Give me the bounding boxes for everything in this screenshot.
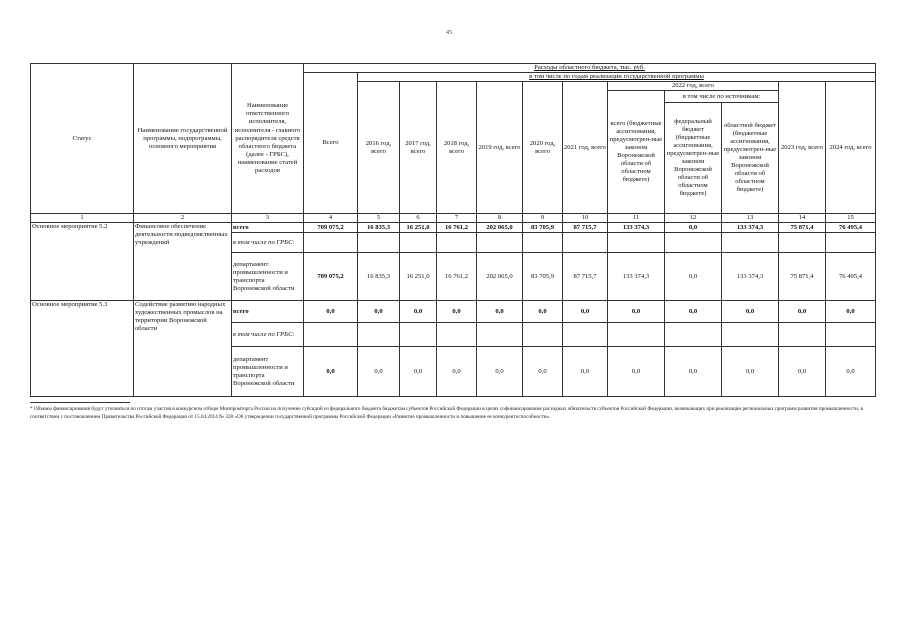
value-cell: 0,0 [779, 347, 826, 397]
col-number: 7 [437, 214, 477, 223]
row-label-grbs: в том числе по ГРБС: [232, 233, 304, 253]
value-cell: 16 761,2 [437, 223, 477, 233]
value-cell: 16 761,2 [437, 253, 477, 301]
value-cell: 0,0 [665, 223, 722, 233]
header-2021: 2021 год, всего [563, 82, 608, 214]
header-2022-sources [665, 91, 779, 214]
value-cell: 16 835,3 [358, 253, 400, 301]
value-cell: 0,0 [523, 301, 563, 323]
header-program-name: Наименование государственной программы, подпрограммы, основного мероприятия [134, 64, 232, 214]
col-number: 14 [779, 214, 826, 223]
header-expenses-title: Расходы областного бюджета, тыс. руб. [304, 64, 876, 73]
value-cell: 0,0 [665, 347, 722, 397]
value-cell: 76 495,4 [826, 253, 876, 301]
col-number: 11 [608, 214, 665, 223]
value-cell: 87 715,7 [563, 253, 608, 301]
col-number: 10 [563, 214, 608, 223]
value-cell: 133 374,3 [608, 223, 665, 233]
value-cell: 16 835,3 [358, 223, 400, 233]
row-label-total: всего [232, 301, 304, 323]
row-label-department: департамент промышленности и транспорта Воронежской области [232, 347, 304, 397]
col-number: 8 [477, 214, 523, 223]
value-cell: 75 871,4 [779, 223, 826, 233]
footnote-separator [30, 402, 130, 403]
value-cell: 87 715,7 [563, 223, 608, 233]
header-2020: 2020 год, всего [523, 82, 563, 214]
header-total: Всего [304, 73, 358, 214]
value-cell: 75 871,4 [779, 253, 826, 301]
col-number: 4 [304, 214, 358, 223]
value-cell: 0,0 [358, 301, 400, 323]
header-2023: 2023 год, всего [779, 82, 826, 214]
header-2019: 2019 год, всего [477, 82, 523, 214]
value-cell: 16 251,0 [400, 253, 437, 301]
header-executor: Наименование ответственного исполнителя, исполнителя - главного распорядителя средств областного бюджета (далее - ГРБС), наименование статей расходов [232, 64, 304, 214]
value-cell: 0,0 [722, 347, 779, 397]
column-numbers-row [31, 214, 876, 223]
table-row [31, 223, 876, 233]
header-2018: 2018 год, всего [437, 82, 477, 214]
status-cell: Основное мероприятие 5.2 [31, 223, 134, 301]
header-2016: 2016 год, всего [358, 82, 400, 214]
col-number: 3 [232, 214, 304, 223]
measure-name-cell: Содействие развитию народных художественных промыслов на территории Воронежской области [134, 301, 232, 397]
value-cell: 133 374,3 [722, 223, 779, 233]
value-cell: 0,0 [304, 347, 358, 397]
value-cell: 0,0 [722, 301, 779, 323]
row-label-department: департамент промышленности и транспорта Воронежской области [232, 253, 304, 301]
value-cell: 0,0 [304, 301, 358, 323]
value-cell: 0,0 [477, 301, 523, 323]
value-cell: 0,0 [400, 301, 437, 323]
header-by-sources: в том числе по источникам: [665, 91, 778, 103]
value-cell: 0,0 [400, 347, 437, 397]
value-cell: 0,0 [665, 253, 722, 301]
footnote: * Объемы финансирования будут уточняться по итогам участия в конкурсном отборе Минпромторга России на получение субсидий из федерального бюджета бюджетам субъектов Российской Федерации в целях софинансирования расходных обязательств субъектов Российской Федерации, возникающих при реализации региональных программ развития промышленности, в соответствии с постановлением Правительства Российской Федерации от 15.04.2014 № 328 «Об утверждении государственной программы Российской Федерации «Развитие промышленности и повышение ее конкурентоспособности». [30, 406, 863, 420]
value-cell: 76 495,4 [826, 223, 876, 233]
value-cell: 202 065,0 [477, 223, 523, 233]
header-2017: 2017 год, всего [400, 82, 437, 214]
page-number: 45 [446, 30, 452, 36]
header-regional: областной бюджет (бюджетные ассигнования, предусмотрен-ные законом Воронежской области об областном бюджете) [723, 121, 777, 194]
header-by-years: в том числе по годам реализации государственной программы [358, 73, 876, 82]
col-number: 12 [665, 214, 722, 223]
budget-table [30, 63, 876, 397]
value-cell: 202 065,0 [477, 253, 523, 301]
value-cell: 0,0 [826, 347, 876, 397]
value-cell: 0,0 [826, 301, 876, 323]
col-number: 13 [722, 214, 779, 223]
value-cell: 83 705,9 [523, 223, 563, 233]
value-cell: 0,0 [437, 301, 477, 323]
col-number: 2 [134, 214, 232, 223]
header-2022: 2022 год, всего [608, 82, 779, 91]
value-cell: 0,0 [608, 347, 665, 397]
value-cell: 0,0 [779, 301, 826, 323]
row-label-grbs: в том числе по ГРБС: [232, 323, 304, 347]
value-cell: 0,0 [563, 347, 608, 397]
header-federal: федеральный бюджет (бюджетные ассигнования, предусмотрен-ные законом Воронежской области об областном бюджете) [665, 103, 722, 213]
row-label-total: всего [232, 223, 304, 233]
value-cell: 0,0 [608, 301, 665, 323]
measure-name-cell: Финансовое обеспечение деятельности подведомственных учреждений [134, 223, 232, 301]
value-cell: 0,0 [523, 347, 563, 397]
table-row [31, 301, 876, 323]
value-cell: 0,0 [358, 347, 400, 397]
col-number: 9 [523, 214, 563, 223]
value-cell: 133 374,3 [722, 253, 779, 301]
value-cell: 83 705,9 [523, 253, 563, 301]
header-2024: 2024 год, всего [826, 82, 876, 214]
col-number: 5 [358, 214, 400, 223]
value-cell: 0,0 [477, 347, 523, 397]
col-number: 1 [31, 214, 134, 223]
value-cell: 0,0 [563, 301, 608, 323]
value-cell: 133 374,3 [608, 253, 665, 301]
value-cell: 709 075,2 [304, 223, 358, 233]
col-number: 15 [826, 214, 876, 223]
value-cell: 709 075,2 [304, 253, 358, 301]
header-status: Статус [31, 64, 134, 214]
value-cell: 0,0 [437, 347, 477, 397]
status-cell: Основное мероприятие 5.3 [31, 301, 134, 397]
header-2022-total: всего (бюджетные ассигнования, предусмотрен-ные законом Воронежской области об областном бюджете) [608, 91, 665, 214]
value-cell: 16 251,0 [400, 223, 437, 233]
value-cell: 0,0 [665, 301, 722, 323]
col-number: 6 [400, 214, 437, 223]
